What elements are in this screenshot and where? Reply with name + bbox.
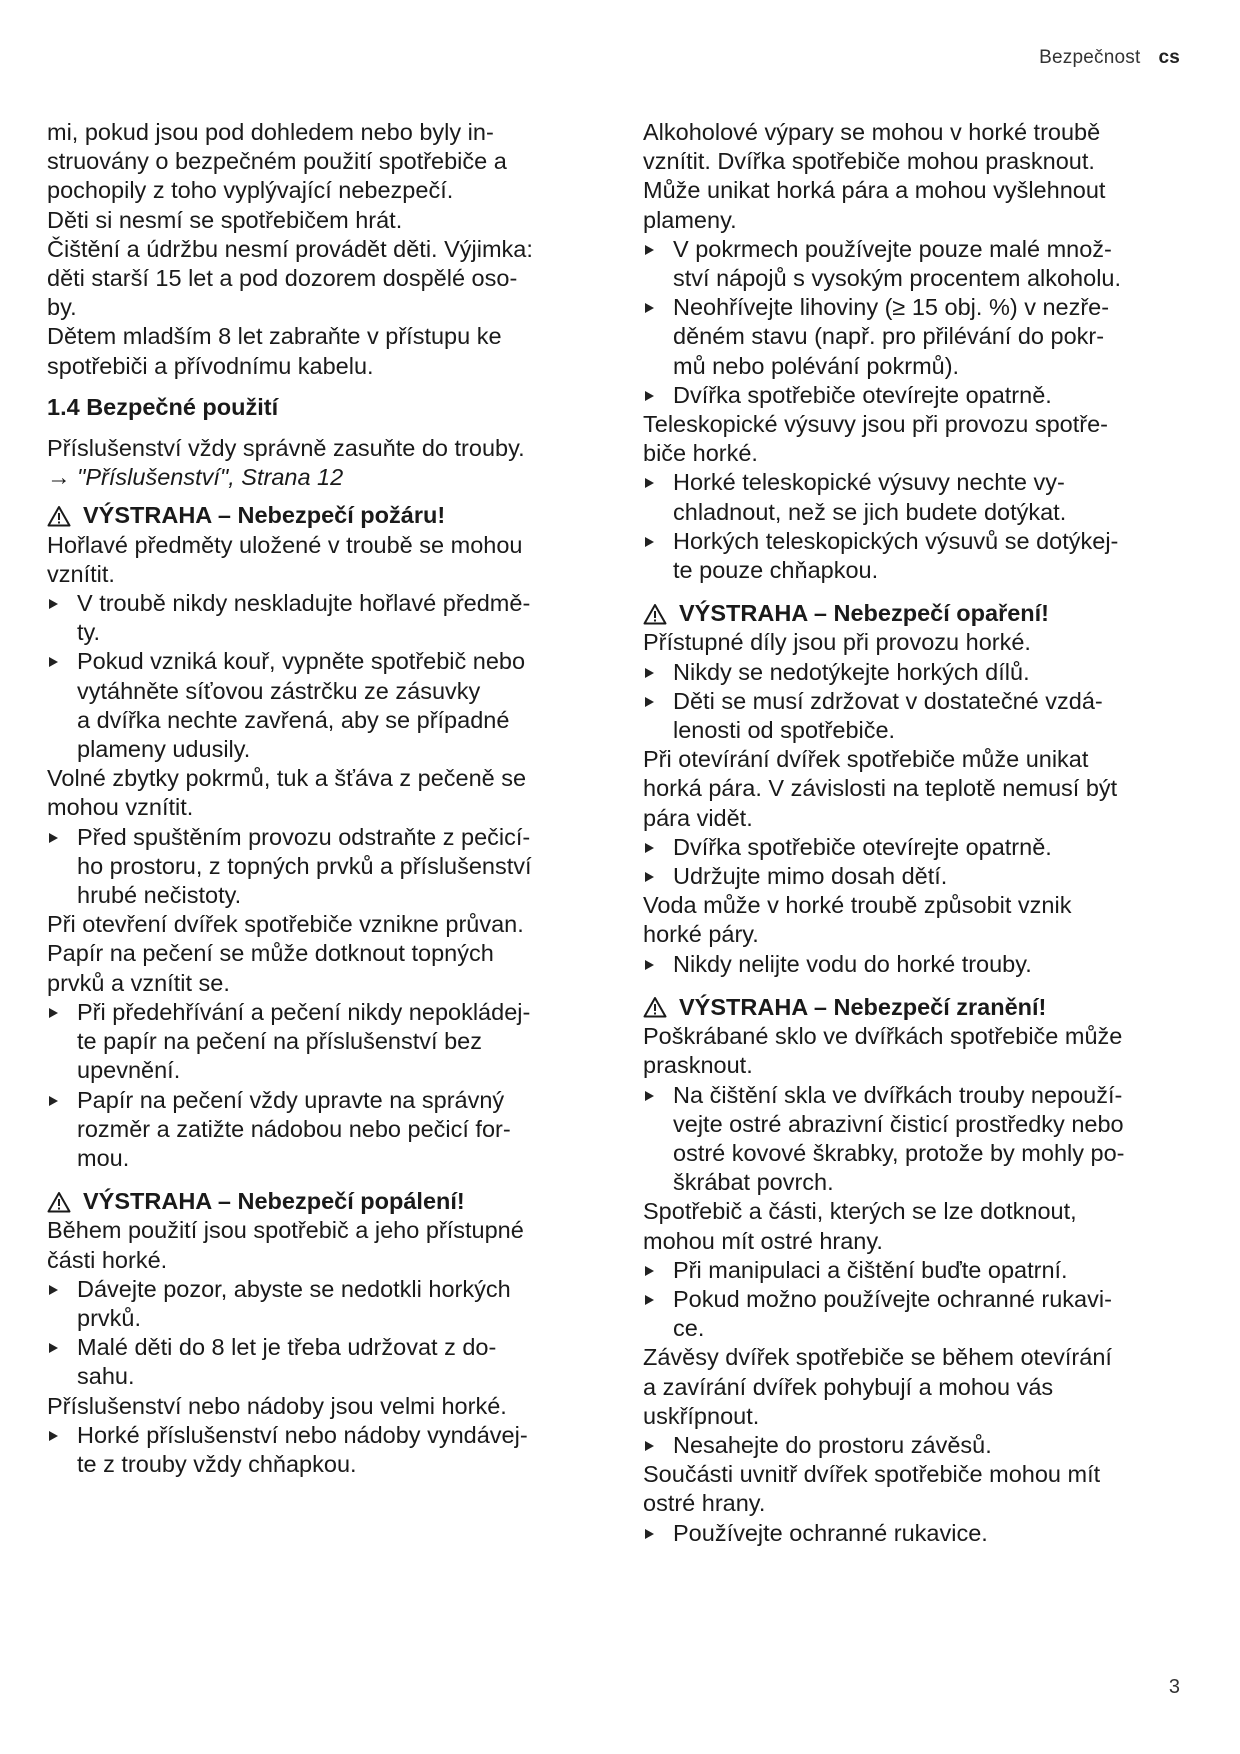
paragraph: Spotřebič a části, kterých se lze dotknout, mohou mít ostré hrany. — [643, 1198, 1077, 1254]
warning-heading: VÝSTRAHA – Nebezpečí požáru! — [47, 501, 592, 530]
bullet-item: Používejte ochranné rukavice. — [643, 1519, 1198, 1548]
paragraph: Volné zbytky pokrmů, tuk a šťáva z pečeně se mohou vznítit. — [47, 765, 527, 821]
bullet-item: Dvířka spotřebiče otevírejte opatrně. — [643, 381, 1198, 410]
bullet-item: Dvířka spotřebiče otevírejte opatrně. — [643, 833, 1198, 862]
paragraph: Hořlavé předměty uložené v troubě se mohou vznítit. — [47, 531, 523, 587]
warning-heading: VÝSTRAHA – Nebezpečí popálení! — [47, 1187, 592, 1216]
right-column — [643, 118, 1198, 1548]
bullet-item: Nesahejte do prostoru závěsů. — [643, 1431, 1198, 1460]
page-header — [1039, 47, 1180, 69]
paragraph: Při otevření dvířek spotřebiče vznikne průvan. Papír na pečení se může dotknout topných prvků a vznítit se. — [47, 911, 524, 996]
warning-triangle-icon — [47, 505, 71, 527]
warning-triangle-icon — [47, 1191, 71, 1213]
paragraph: Alkoholové výpary se mohou v horké troubě vznítit. Dvířka spotřebiče mohou prasknout. Může unikat horká pára a mohou vyšlehnout plameny. — [643, 119, 1106, 233]
bullet-item: Horké příslušenství nebo nádoby vyndávej- te z trouby vždy chňapkou. — [47, 1421, 592, 1479]
bullet-item: Pokud vzniká kouř, vypněte spotřebič nebo vytáhněte síťovou zástrčku ze zásuvky a dvířka nechte zavřená, aby se případné plameny udusily. — [47, 647, 592, 764]
warning-triangle-icon — [643, 996, 667, 1018]
section-heading: 1.4 Bezpečné použití — [47, 393, 279, 420]
bullet-item: Horké teleskopické výsuvy nechte vy- chladnout, než se jich budete dotýkat. — [643, 468, 1198, 526]
section-title: Bezpečnost — [1039, 47, 1141, 68]
bullet-item: Horkých teleskopických výsuvů se dotýkej- te pouze chňapkou. — [643, 527, 1198, 585]
warning-heading: VÝSTRAHA – Nebezpečí opaření! — [643, 599, 1198, 628]
paragraph: Příslušenství nebo nádoby jsou velmi horké. — [47, 1392, 507, 1419]
paragraph: Součásti uvnitř dvířek spotřebiče mohou mít ostré hrany. — [643, 1461, 1101, 1517]
paragraph: Přístupné díly jsou při provozu horké. — [643, 629, 1031, 656]
paragraph: Během použití jsou spotřebič a jeho přístupné části horké. — [47, 1217, 524, 1273]
bullet-item: Dávejte pozor, abyste se nedotkli horkých prvků. — [47, 1275, 592, 1333]
bullet-item: Před spuštěním provozu odstraňte z pečicí- ho prostoru, z topných prvků a příslušenství hrubé nečistoty. — [47, 823, 592, 911]
page-number: 3 — [1168, 1676, 1180, 1698]
paragraph: Voda může v horké troubě způsobit vznik horké páry. — [643, 892, 1072, 948]
paragraph: mi, pokud jsou pod dohledem nebo byly in- struovány o bezpečném použití spotřebiče a pochopily z toho vyplývající nebezpečí. Děti si nesmí se spotřebičem hrát. Čištění a údržbu nesmí provádět děti. Výjimka: děti starší 15 let a pod dozorem dospělé oso- by. Dětem mladším 8 let zabraňte v přístupu ke spotřebiči a přívodnímu kabelu. — [47, 119, 533, 379]
paragraph: Závěsy dvířek spotřebiče se během otevírání a zavírání dvířek pohybují a mohou vás uskřípnout. — [643, 1344, 1112, 1429]
bullet-item: Při předehřívání a pečení nikdy nepokládej- te papír na pečení na příslušenství bez upevnění. — [47, 998, 592, 1086]
bullet-item: Nikdy se nedotýkejte horkých dílů. — [643, 658, 1198, 687]
bullet-item: Neohřívejte lihoviny (≥ 15 obj. %) v nezře- děném stavu (např. pro přilévání do pokr- mů nebo polévání pokrmů). — [643, 293, 1198, 381]
bullet-item: Pokud možno používejte ochranné rukavi- ce. — [643, 1285, 1198, 1343]
language-code: cs — [1158, 47, 1180, 68]
left-column — [47, 118, 592, 1479]
bullet-item: Na čištění skla ve dvířkách trouby nepouží- vejte ostré abrazivní čisticí prostředky nebo ostré kovové škrabky, protože by mohly po- škrábat povrch. — [643, 1081, 1198, 1198]
bullet-item: V pokrmech používejte pouze malé množ- ství nápojů s vysokým procentem alkoholu. — [643, 235, 1198, 293]
cross-reference-link[interactable]: → "Příslušenství", Strana 12 — [47, 464, 344, 491]
bullet-item: Děti se musí zdržovat v dostatečné vzdá- lenosti od spotřebiče. — [643, 687, 1198, 745]
bullet-item: Malé děti do 8 let je třeba udržovat z do- sahu. — [47, 1333, 592, 1391]
paragraph: Teleskopické výsuvy jsou při provozu spotře- biče horké. — [643, 411, 1108, 467]
bullet-item: Při manipulaci a čištění buďte opatrní. — [643, 1256, 1198, 1285]
paragraph: Při otevírání dvířek spotřebiče může unikat horká pára. V závislosti na teplotě nemusí být pára vidět. — [643, 746, 1118, 831]
bullet-item: Papír na pečení vždy upravte na správný rozměr a zatižte nádobou nebo pečicí for- mou. — [47, 1086, 592, 1174]
paragraph: Poškrábané sklo ve dvířkách spotřebiče může prasknout. — [643, 1023, 1123, 1079]
warning-triangle-icon — [643, 603, 667, 625]
warning-heading: VÝSTRAHA – Nebezpečí zranění! — [643, 993, 1198, 1022]
bullet-item: Nikdy nelijte vodu do horké trouby. — [643, 950, 1198, 979]
paragraph: Příslušenství vždy správně zasuňte do trouby. — [47, 435, 525, 462]
bullet-item: V troubě nikdy neskladujte hořlavé předmě- ty. — [47, 589, 592, 647]
bullet-item: Udržujte mimo dosah dětí. — [643, 862, 1198, 891]
